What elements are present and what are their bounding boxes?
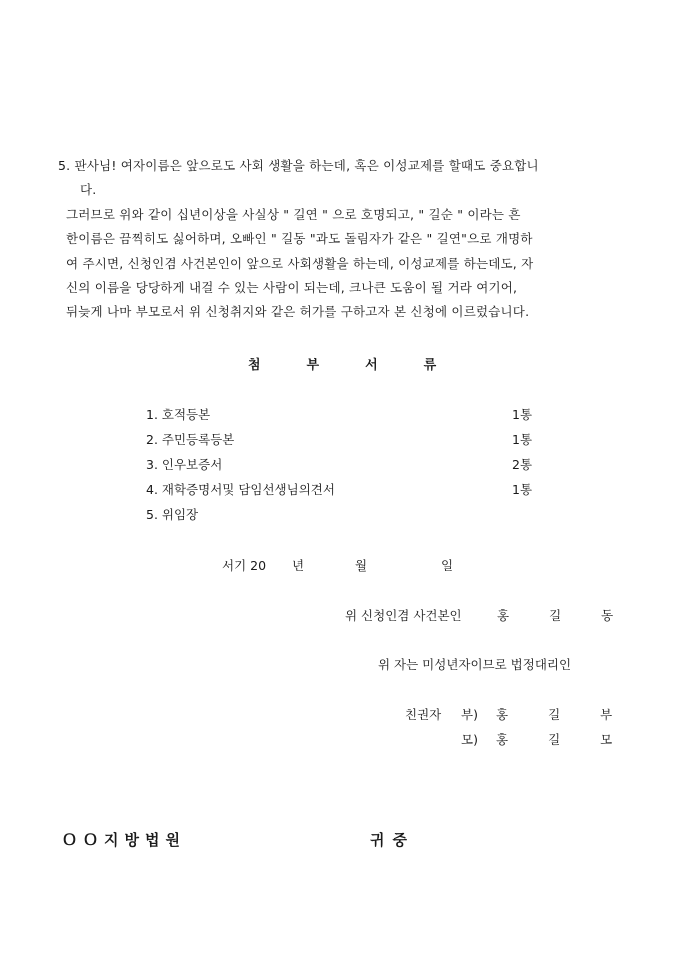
court-name: ＯＯ지방법원 xyxy=(62,831,186,849)
date-year-label: 년 xyxy=(292,558,305,573)
body-line-4: 한이름은 끔찍히도 싫어하며, 오빠인 " 길동 "과도 돌림자가 같은 " 길연"으로 개명하 xyxy=(66,231,533,246)
father-name: 홍길부 xyxy=(496,707,653,722)
mother-name: 홍길모 xyxy=(496,732,653,747)
attachment-count: 1통 xyxy=(512,407,533,422)
attachment-count: 1통 xyxy=(512,482,533,497)
attachment-count: 1통 xyxy=(512,432,533,447)
body-line-1: 5. 판사님! 여자이름은 앞으로도 사회 생활을 하는데, 혹은 이성교제를 할때도 중요합니 xyxy=(58,158,539,173)
court-suffix: 귀중 xyxy=(370,831,415,849)
body-line-2: 다. xyxy=(80,182,97,197)
applicant-name: 홍길동 xyxy=(497,608,654,623)
attachment-label: 4. 재학증명서및 담임선생님의견서 xyxy=(146,482,335,497)
attachment-count: 2통 xyxy=(512,457,533,472)
attachment-item xyxy=(146,455,546,475)
attachment-label: 2. 주민등록등본 xyxy=(146,432,235,447)
guardian-label: 친권자 xyxy=(405,707,442,722)
body-line-5: 여 주시면, 신청인겸 사건본인이 앞으로 사회생활을 하는데, 이성교제를 하는데도, 자 xyxy=(66,256,534,271)
attachment-item xyxy=(146,480,546,500)
body-line-7: 뒤늦게 나마 부모로서 위 신청취지와 같은 허가를 구하고자 본 신청에 이르렀습니다. xyxy=(66,304,530,319)
date-prefix: 서기 20 xyxy=(222,558,267,573)
date-month-label: 월 xyxy=(355,558,368,573)
father-label: 부) xyxy=(461,707,478,722)
applicant-label: 위 신청인겸 사건본인 xyxy=(345,608,462,623)
attachments-heading: 첨부서류 xyxy=(248,358,483,373)
attachment-label: 3. 인우보증서 xyxy=(146,457,223,472)
representative-note: 위 자는 미성년자이므로 법정대리인 xyxy=(378,657,572,672)
date-day-label: 일 xyxy=(441,558,454,573)
body-line-3: 그러므로 위와 같이 십년이상을 사실상 " 길연 " 으로 호명되고, " 길순 " 이라는 흔 xyxy=(66,207,521,222)
attachment-item xyxy=(146,405,546,425)
mother-label: 모) xyxy=(461,732,478,747)
attachment-label: 5. 위임장 xyxy=(146,507,199,522)
attachment-item xyxy=(146,430,546,450)
attachment-label: 1. 호적등본 xyxy=(146,407,211,422)
attachment-item xyxy=(146,505,546,525)
body-line-6: 신의 이름을 당당하게 내걸 수 있는 사람이 되는데, 크나큰 도움이 될 거라 여기어, xyxy=(66,280,518,295)
